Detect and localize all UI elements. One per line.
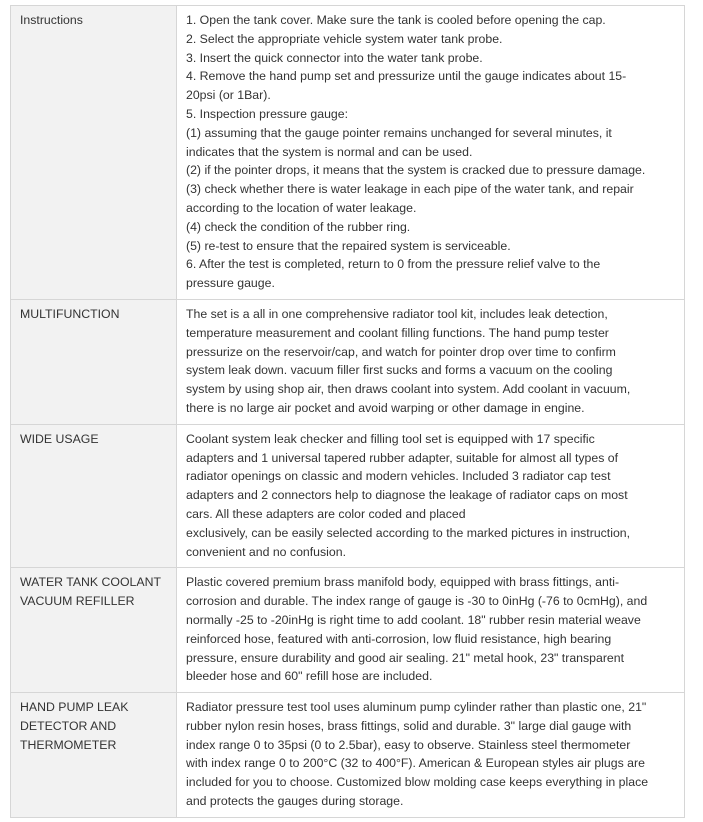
content-line: (3) check whether there is water leakage in each pipe of the water tank, and repair xyxy=(186,182,634,197)
content-line: pressure, ensure durability and good air sealing. 21" metal hook, 23" transparent xyxy=(186,650,625,665)
content-line: 6. After the test is completed, return to 0 from the pressure relief valve to the xyxy=(186,257,601,272)
content-line: 4. Remove the hand pump set and pressurize until the gauge indicates about 15- xyxy=(186,69,627,84)
row-label xyxy=(11,299,177,424)
row-label-line: HAND PUMP LEAK xyxy=(20,700,129,715)
content-line: pressure gauge. xyxy=(186,276,275,291)
content-line: pressurize on the reservoir/cap, and watch for pointer drop over time to confirm xyxy=(186,344,616,359)
content-line: 2. Select the appropriate vehicle system water tank probe. xyxy=(186,31,503,46)
row-label-line: DETECTOR AND xyxy=(20,718,117,733)
row-content xyxy=(177,6,685,300)
row-content xyxy=(177,568,685,693)
row-content xyxy=(177,424,685,568)
content-line: Plastic covered premium brass manifold body, equipped with brass fittings, anti- xyxy=(186,575,620,590)
content-line: temperature measurement and coolant filling functions. The hand pump tester xyxy=(186,325,609,340)
content-line: Coolant system leak checker and filling tool set is equipped with 17 specific xyxy=(186,431,595,446)
content-line: (5) re-test to ensure that the repaired system is serviceable. xyxy=(186,238,511,253)
content-line: reinforced hose, featured with anti-corrosion, low fluid resistance, high bearing xyxy=(186,631,612,646)
content-line: normally -25 to -20inHg is right time to add coolant. 18" rubber resin material weave xyxy=(186,612,641,627)
content-line: (2) if the pointer drops, it means that the system is cracked due to pressure damage. xyxy=(186,163,646,178)
content-line: indicates that the system is normal and can be used. xyxy=(186,144,473,159)
content-line: cars. All these adapters are color coded and placed xyxy=(186,506,466,521)
spec-row-wide-usage xyxy=(11,424,685,568)
spec-table xyxy=(10,5,685,818)
spec-row-hand-pump xyxy=(11,693,685,818)
content-line: (1) assuming that the gauge pointer remains unchanged for several minutes, it xyxy=(186,125,612,140)
content-line: 3. Insert the quick connector into the water tank probe. xyxy=(186,50,483,65)
row-content xyxy=(177,693,685,818)
spec-row-multifunction xyxy=(11,299,685,424)
content-line: adapters and 1 universal tapered rubber adapter, suitable for almost all types of xyxy=(186,450,619,465)
content-line: system by using shop air, then draws coolant into system. Add coolant in vacuum, xyxy=(186,382,631,397)
content-line: exclusively, can be easily selected according to the marked pictures in instruction, xyxy=(186,525,631,540)
content-line: there is no large air pocket and avoid warping or other damage in engine. xyxy=(186,400,585,415)
content-line: convenient and no confusion. xyxy=(186,544,346,559)
row-label-line: WATER TANK COOLANT xyxy=(20,575,161,590)
content-line: corrosion and durable. The index range of gauge is -30 to 0inHg (-76 to 0cmHg), and xyxy=(186,594,648,609)
content-line: 1. Open the tank cover. Make sure the tank is cooled before opening the cap. xyxy=(186,13,606,27)
row-label-line: WIDE USAGE xyxy=(20,431,99,446)
row-label-line: THERMOMETER xyxy=(20,737,117,752)
content-line: 20psi (or 1Bar). xyxy=(186,88,271,103)
content-line: index range 0 to 35psi (0 to 2.5bar), easy to observe. Stainless steel thermometer xyxy=(186,737,631,752)
content-line: included for you to choose. Customized blow molding case keeps everything in place xyxy=(186,775,649,790)
spec-row-vacuum-refiller xyxy=(11,568,685,693)
row-label xyxy=(11,568,177,693)
content-line: radiator openings on classic and modern vehicles. Included 3 radiator cap test xyxy=(186,469,611,484)
content-line: system leak down. vacuum filler first sucks and forms a vacuum on the cooling xyxy=(186,363,613,378)
content-line: according to the location of water leakage. xyxy=(186,200,417,215)
content-line: rubber nylon resin hoses, brass fittings, solid and durable. 3" large dial gauge with xyxy=(186,718,632,733)
content-line: adapters and 2 connectors help to diagnose the leakage of radiator caps on most xyxy=(186,488,628,503)
content-line: 5. Inspection pressure gauge: xyxy=(186,106,349,121)
content-line: bleeder hose and 60" refill hose are included. xyxy=(186,669,433,684)
row-label-line: Instructions xyxy=(20,13,83,27)
row-label xyxy=(11,693,177,818)
content-line: and protects the gauges during storage. xyxy=(186,794,404,809)
content-line: with index range 0 to 200°C (32 to 400°F). American & European styles air plugs are xyxy=(186,756,645,771)
spec-table-body xyxy=(11,6,685,818)
content-line: Radiator pressure test tool uses aluminum pump cylinder rather than plastic one, 21" xyxy=(186,700,647,715)
row-label-line: VACUUM REFILLER xyxy=(20,594,135,609)
content-line: (4) check the condition of the rubber ring. xyxy=(186,219,411,234)
row-content xyxy=(177,299,685,424)
row-label-line: MULTIFUNCTION xyxy=(20,306,120,321)
content-line: The set is a all in one comprehensive radiator tool kit, includes leak detection, xyxy=(186,306,608,321)
row-label xyxy=(11,424,177,568)
row-label xyxy=(11,6,177,300)
spec-row-instructions xyxy=(11,6,685,300)
